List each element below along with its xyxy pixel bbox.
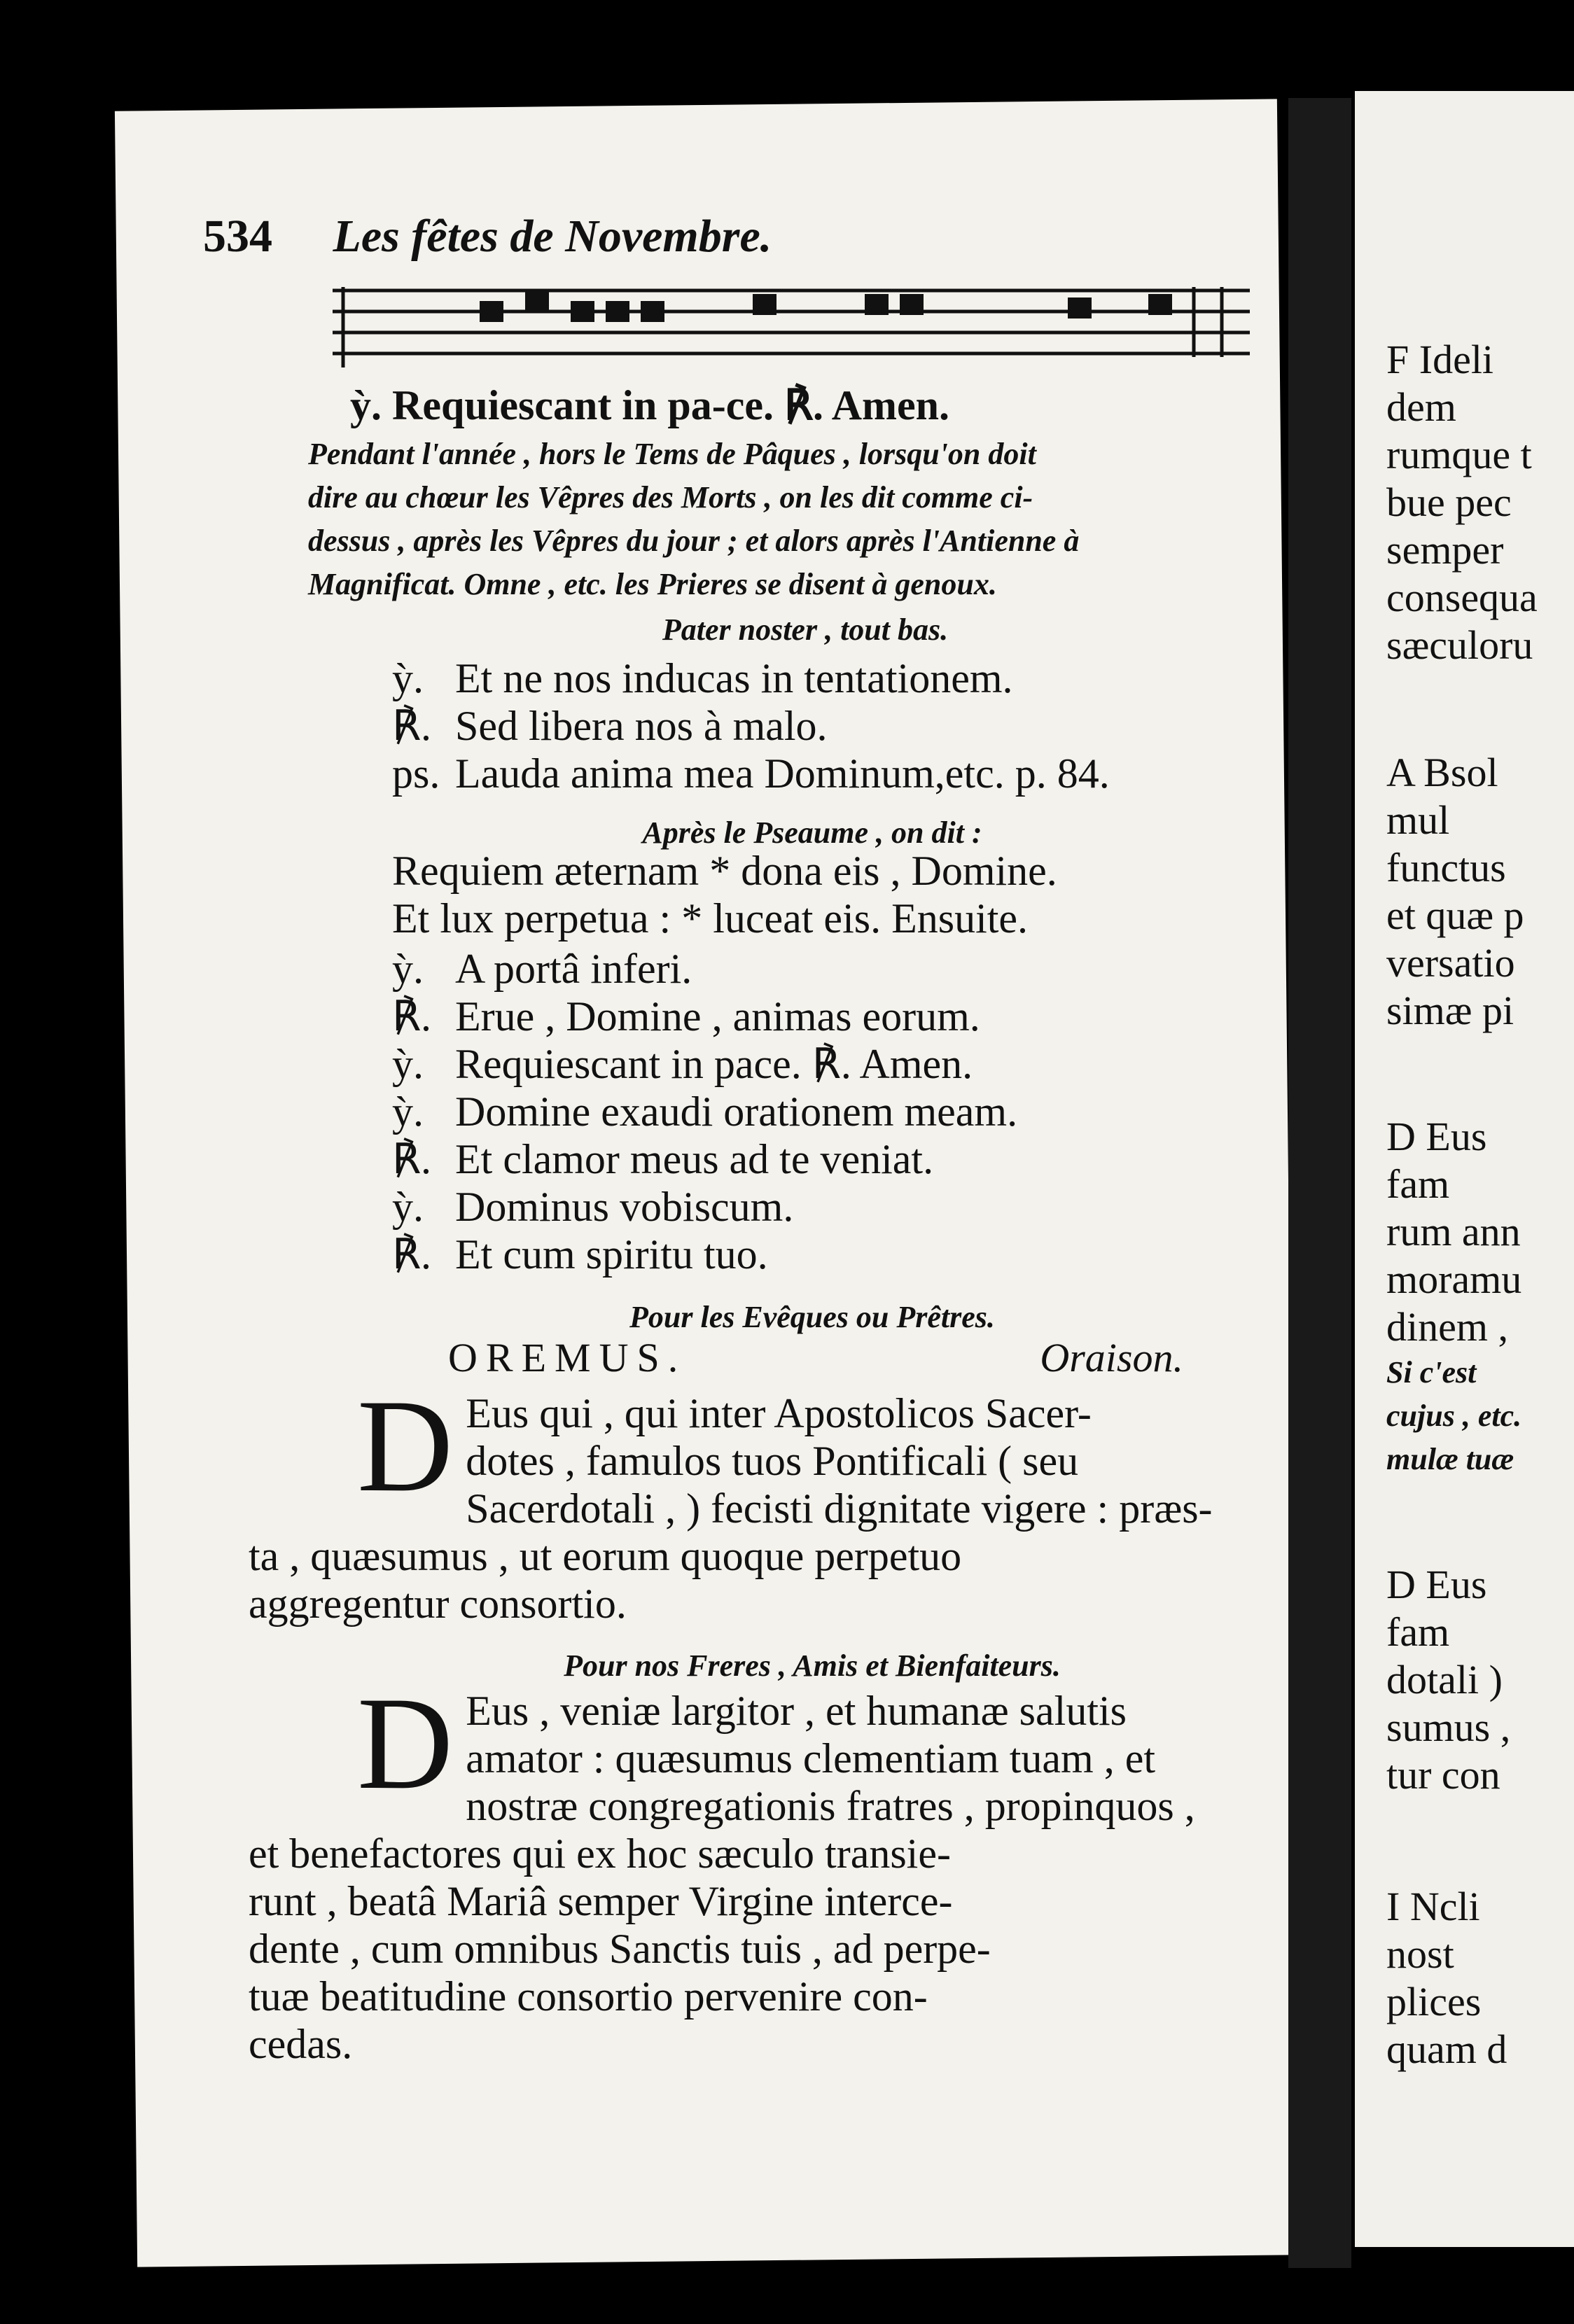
friends-rubric: Pour nos Freres , Amis et Bienfaiteurs. [564, 1648, 1061, 1683]
drop-cap-d-second: D [357, 1670, 454, 1817]
bishops-rubric: Pour les Evêques ou Prêtres. [629, 1300, 995, 1334]
right-block-fideles: F Ideli dem rumque t bue pec semper consequa sæculoru [1386, 337, 1538, 668]
oraison-label: Oraison. [1040, 1335, 1183, 1380]
chant-text: ỳ. Requiescant in pa-ce. ℟. Amen. [350, 382, 950, 428]
pater-noster-rubric: Pater noster , tout bas. [662, 612, 949, 647]
right-block-deus-1: D Eus fam rum ann moramu dinem , Si c'est cujus , etc. mulæ tuæ [1386, 1114, 1522, 1476]
page-number: 534 [203, 211, 272, 262]
rubric-vespers: Pendant l'année , hors le Tems de Pâques , lorsqu'on doit dire au chœur les Vêpres des Morts , on les dit comme ci- dessus , après les Vêpres du jour ; et alors après l'Antienne à Magnificat. Omne , etc. les Prieres se disent à genoux. [308, 437, 1080, 601]
versicles-first: ỳ. Et ne nos inducas in tentationem. ℟. Sed libera nos à malo. ps. Lauda anima mea Dominum,etc. p. 84. [392, 655, 1110, 797]
book-spine [1288, 98, 1351, 2268]
right-block-deus-2: D Eus fam dotali ) sumus , tur con [1386, 1562, 1511, 1798]
right-block-inclina: I Ncli nost plices quam d [1386, 1884, 1507, 2072]
requiem-antiphon: Requiem æternam * dona eis , Domine. Et lux perpetua : * luceat eis. Ensuite. [392, 848, 1057, 941]
chant-staff [333, 276, 1250, 382]
prayer-clergy: D Eus qui , qui inter Apostolicos Sacer- dotes , famulos tuos Pontificali ( seu Sacerdotali , ) fecisti dignitate vigere : præs- ta , quæsumus , ut eorum quoque perpetuo aggregentur consortio. [249, 1373, 1213, 1627]
running-title: Les fêtes de Novembre. [333, 211, 772, 262]
oremus-row [448, 1334, 1183, 1382]
oremus-label: OREMUS. [448, 1335, 687, 1380]
drop-cap-d: D [357, 1373, 454, 1520]
prayer-brethren: D Eus , veniæ largitor , et humanæ salutis amator : quæsumus clementiam tuam , et nostræ congregationis fratres , propinquos , et benefactores qui ex hoc sæculo transie- runt , beatâ Mariâ semper Virgine interce- dente , cum omnibus Sanctis tuis , ad perpe- tuæ beatitudine consortio pervenire con- cedas. [249, 1670, 1195, 2067]
after-psalm-rubric: Après le Pseaume , on dit : [642, 816, 982, 850]
versicles-second: ỳ. A portâ inferi. ℟. Erue , Domine , animas eorum. ỳ. Requiescant in pace. ℟. Amen. ỳ. Domine exaudi orationem meam. ℟. Et clamor meus ad te veniat. ỳ. Dominus vobiscum. ℟. Et cum spiritu tuo. [392, 946, 1018, 1278]
page-header [203, 210, 772, 263]
right-block-absolve: A Bsol mul functus et quæ p versatio simæ pi [1386, 750, 1524, 1033]
